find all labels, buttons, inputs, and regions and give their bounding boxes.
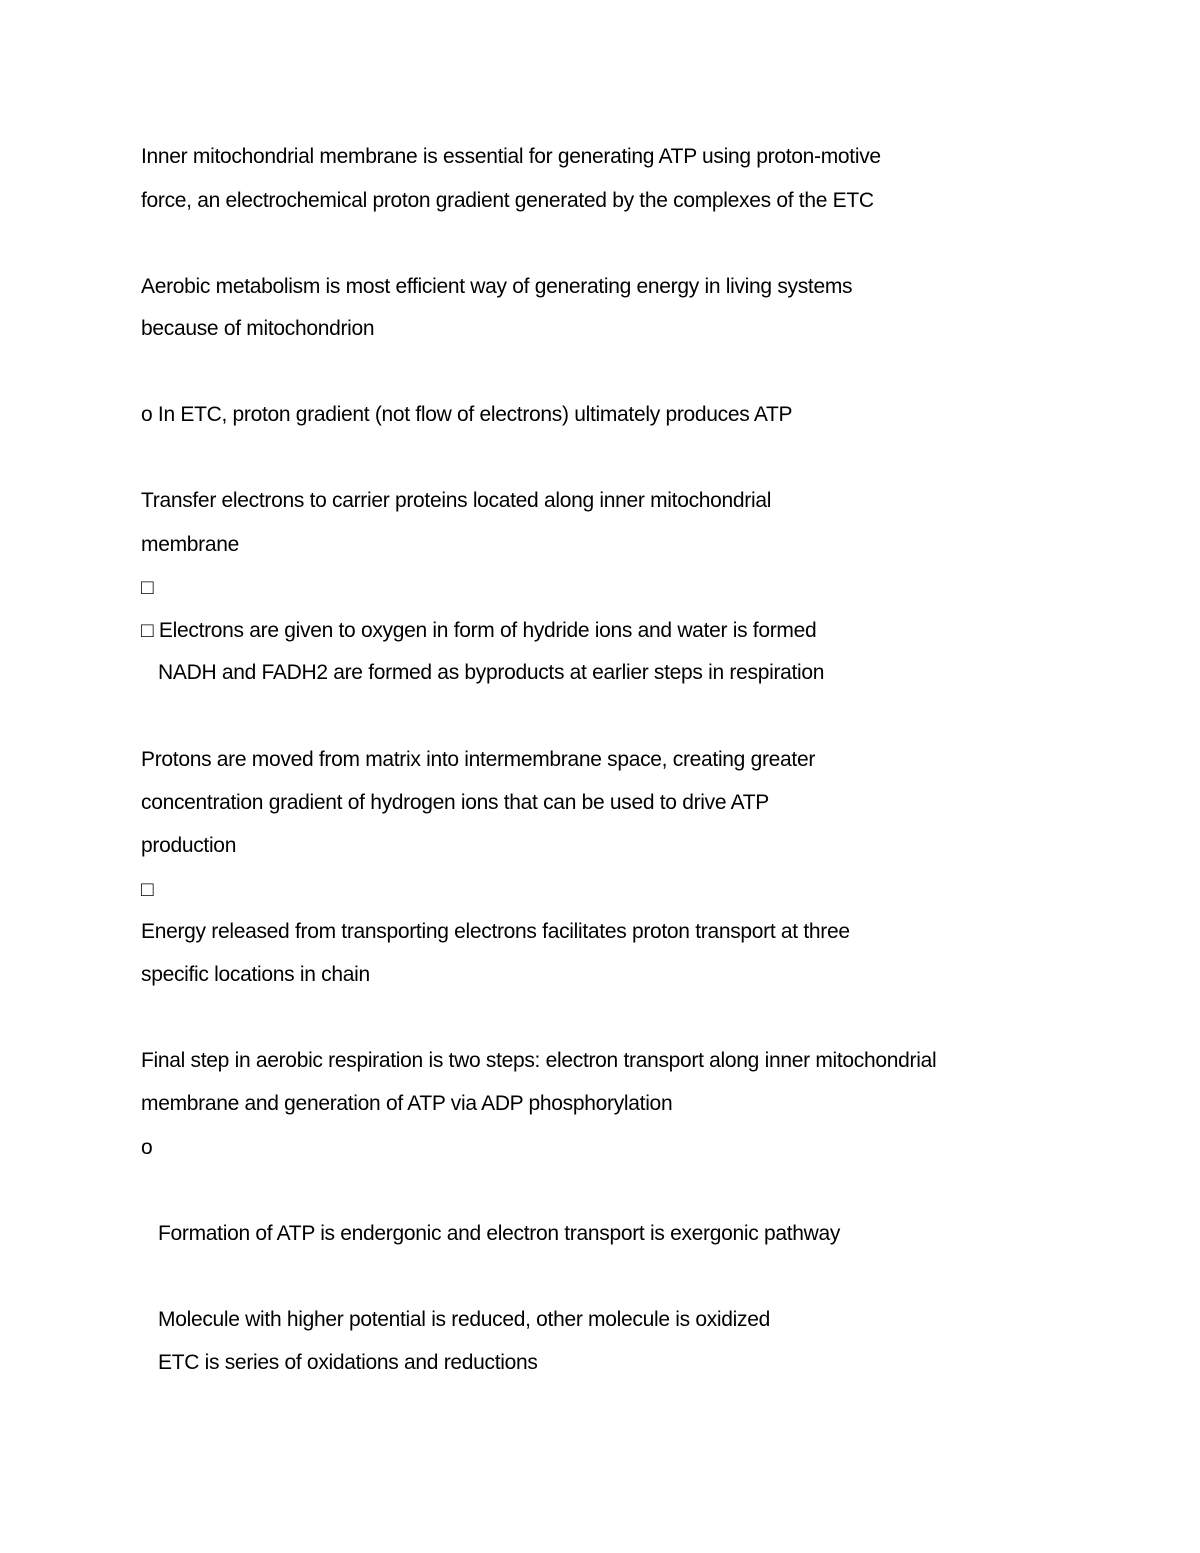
text-line: NADH and FADH2 are formed as byproducts at earlier steps in respiration <box>158 661 825 684</box>
text-line: Inner mitochondrial membrane is essential for generating ATP using proton-motive <box>141 145 881 168</box>
bullet-marker: □ <box>141 878 154 901</box>
text-line: specific locations in chain <box>141 963 370 986</box>
text-line: production <box>141 834 237 857</box>
text-line: Energy released from transporting electrons facilitates proton transport at three <box>141 920 850 943</box>
text-line: force, an electrochemical proton gradient generated by the complexes of the ETC <box>141 189 874 212</box>
text-line: Final step in aerobic respiration is two steps: electron transport along inner mitochondrial <box>141 1049 937 1072</box>
bullet-line: o In ETC, proton gradient (not flow of electrons) ultimately produces ATP <box>141 403 793 426</box>
text-line: because of mitochondrion <box>141 317 375 340</box>
bullet-marker: □ <box>141 576 154 599</box>
text-line: concentration gradient of hydrogen ions that can be used to drive ATP <box>141 791 769 814</box>
text-line: Protons are moved from matrix into intermembrane space, creating greater <box>141 748 816 771</box>
text-line: Formation of ATP is endergonic and electron transport is exergonic pathway <box>158 1222 841 1245</box>
text-line: Molecule with higher potential is reduced, other molecule is oxidized <box>158 1308 770 1331</box>
text-line: membrane <box>141 533 239 556</box>
text-line: Aerobic metabolism is most efficient way of generating energy in living systems <box>141 275 853 298</box>
bullet-line: □ Electrons are given to oxygen in form of hydride ions and water is formed <box>141 619 817 642</box>
text-line: membrane and generation of ATP via ADP phosphorylation <box>141 1092 673 1115</box>
text-line: ETC is series of oxidations and reductions <box>158 1351 538 1374</box>
text-line: Transfer electrons to carrier proteins located along inner mitochondrial <box>141 489 772 512</box>
bullet-marker: o <box>141 1136 153 1159</box>
